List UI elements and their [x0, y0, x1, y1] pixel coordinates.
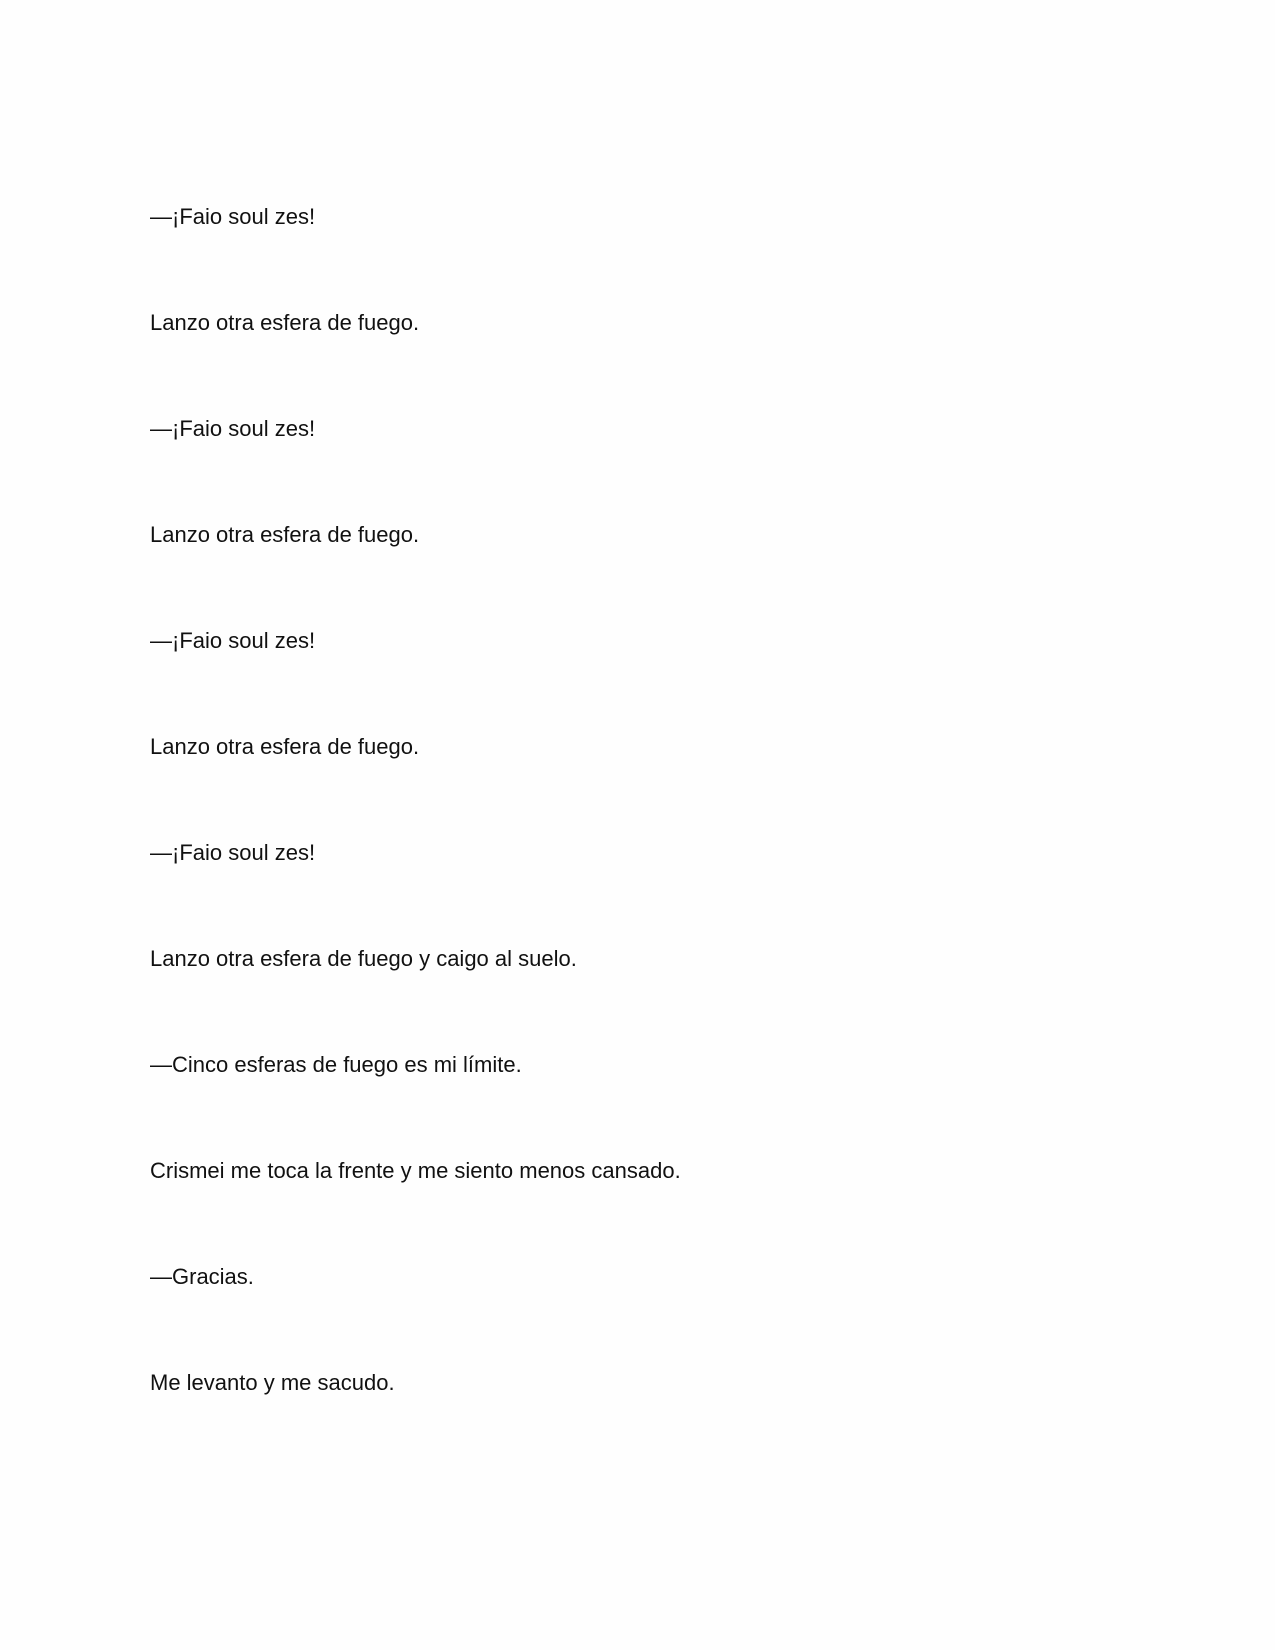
narration-line: Me levanto y me sacudo.	[150, 1370, 395, 1395]
narration-line: Crismei me toca la frente y me siento menos cansado.	[150, 1158, 681, 1183]
dialogue-line: —¡Faio soul zes!	[150, 628, 316, 653]
narration-line: Lanzo otra esfera de fuego.	[150, 734, 420, 759]
dialogue-line: —¡Faio soul zes!	[150, 840, 316, 865]
dialogue-line: —Gracias.	[150, 1264, 254, 1289]
dialogue-line: —¡Faio soul zes!	[150, 416, 316, 441]
narration-line: Lanzo otra esfera de fuego.	[150, 522, 420, 547]
narration-line: Lanzo otra esfera de fuego y caigo al suelo.	[150, 946, 577, 971]
dialogue-line: —Cinco esferas de fuego es mi límite.	[150, 1052, 522, 1077]
dialogue-line: —¡Faio soul zes!	[150, 204, 316, 229]
narration-line: Lanzo otra esfera de fuego.	[150, 310, 420, 335]
